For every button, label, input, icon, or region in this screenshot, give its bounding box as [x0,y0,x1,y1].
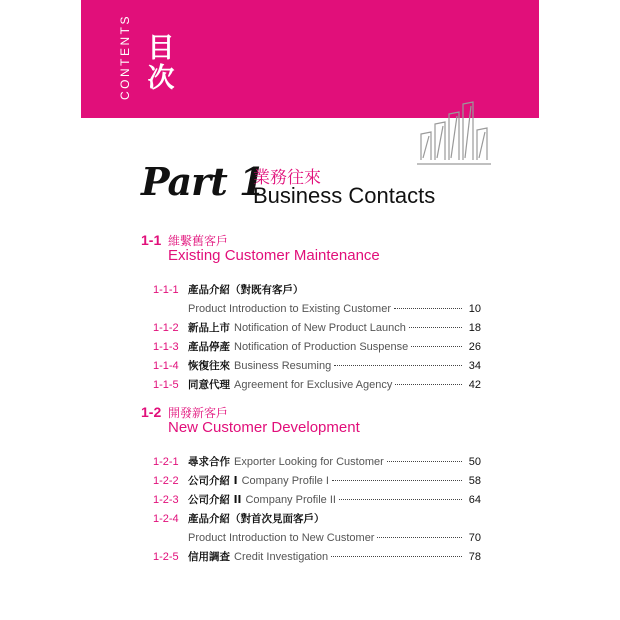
section-number: 1-1 [141,232,162,248]
dot-leader [334,365,462,366]
toc-entry[interactable] [141,376,481,395]
page-number: 58 [468,475,481,487]
entry-number: 1-1-3 [153,341,179,353]
page-number: 64 [468,494,481,506]
entry-title-cn: 尋求合作 [188,456,230,468]
entry-title-cn: 公司介紹 I [188,475,238,487]
page-number: 18 [468,322,481,334]
section-title-cn: 維繫舊客戶 [168,234,229,248]
entry-title-en: Product Introduction to Existing Customer [188,303,391,315]
toc-entry[interactable] [141,338,481,357]
bar-chart-sketch-icon [413,100,495,170]
section-1-2 [141,404,481,567]
dot-leader [409,327,462,328]
page-number: 34 [468,360,481,372]
toc-entry[interactable] [141,510,481,548]
part-label: Part 1 [141,159,265,204]
entry-number: 1-2-5 [153,551,179,563]
toc-entry[interactable] [141,357,481,376]
page-number: 78 [468,551,481,563]
entry-title-cn: 恢復往來 [188,360,230,372]
entry-number: 1-1-1 [153,284,179,296]
entry-title-en: Business Resuming [234,360,332,372]
dot-leader [332,480,462,481]
entry-title-en: Notification of New Product Launch [234,322,406,334]
entry-number: 1-2-3 [153,494,179,506]
toc-entry[interactable] [141,472,481,491]
dot-leader [387,461,462,462]
page-number: 50 [468,456,481,468]
entry-number: 1-2-2 [153,475,179,487]
toc-entry[interactable] [141,281,481,319]
page-number: 70 [468,532,481,544]
entry-number: 1-1-5 [153,379,179,391]
page-number: 42 [468,379,481,391]
dot-leader [411,346,462,347]
entry-number: 1-1-4 [153,360,179,372]
dot-leader [331,556,462,557]
title-char: 次 [147,63,175,94]
contents-title [145,34,177,94]
dot-leader [377,537,462,538]
entry-number: 1-2-4 [153,513,179,525]
toc-entry[interactable] [141,453,481,472]
dot-leader [394,308,462,309]
entry-title-en: Notification of Production Suspense [234,341,409,353]
section-heading [141,232,481,270]
entry-title-en: Product Introduction to New Customer [188,532,375,544]
entry-title-en: Exporter Looking for Customer [234,456,384,468]
dot-leader [339,499,462,500]
section-1-1 [141,232,481,395]
dot-leader [395,384,462,385]
toc-entries [141,453,481,567]
toc-entry[interactable] [141,491,481,510]
toc-entry[interactable] [141,319,481,338]
toc-entry[interactable] [141,548,481,567]
section-title-en: New Customer Development [168,419,360,436]
title-char: 目 [147,33,175,64]
section-title-en: Existing Customer Maintenance [168,247,380,264]
contents-word: CONTENTS [118,14,132,100]
entry-number: 1-2-1 [153,456,179,468]
entry-title-cn: 信用調查 [188,551,230,563]
page-number: 10 [468,303,481,315]
section-title-cn: 開發新客戶 [168,406,229,420]
part-title-cn: 業務往來 [253,168,321,188]
entry-title-en: Company Profile II [245,494,336,506]
entry-number: 1-1-2 [153,322,179,334]
entry-title-cn: 同意代理 [188,379,230,391]
entry-title-en: Company Profile I [241,475,329,487]
entry-title-en: Agreement for Exclusive Agency [234,379,393,391]
entry-title-cn: 新品上市 [188,322,230,334]
page-number: 26 [468,341,481,353]
entry-title-cn: 產品停產 [188,341,230,353]
section-heading [141,404,481,442]
entry-title-en: Credit Investigation [234,551,329,563]
section-number: 1-2 [141,404,162,420]
entry-title-cn: 產品介紹（對既有客戶） [188,284,304,296]
part-title-en: Business Contacts [253,183,436,208]
entry-title-cn: 產品介紹（對首次見面客戶） [188,513,325,525]
book-page [81,0,539,620]
toc-entries [141,281,481,395]
entry-title-cn: 公司介紹 II [188,494,242,506]
